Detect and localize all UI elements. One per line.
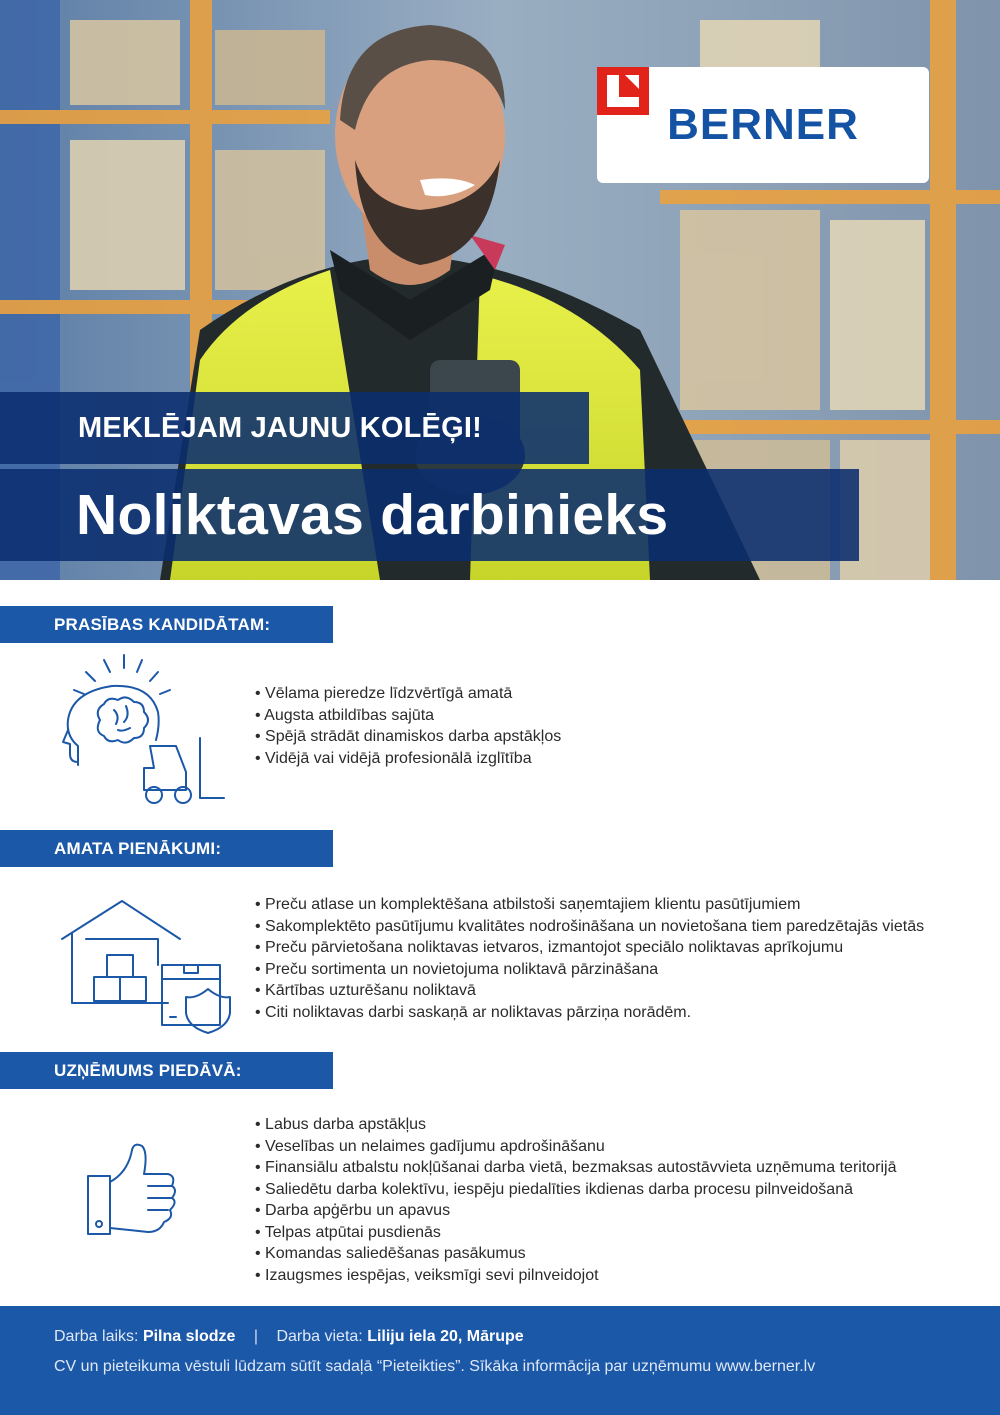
offer-list [255,1114,897,1286]
list-item: • Spējā strādāt dinamiskos darba apstākļos [255,726,561,748]
berner-logo [597,67,929,183]
headline-big-banner [0,469,859,561]
list-item: • Komandas saliedēšanas pasākumus [255,1243,897,1265]
list-item: • Darba apģērbu un apavus [255,1200,897,1222]
place-label: Darba vieta: [276,1328,363,1345]
list-item: • Finansiālu atbalstu nokļūšanai darba vietā, bezmaksas autostāvvieta uzņēmuma teritorijā [255,1157,897,1179]
section-header-duties [0,830,333,867]
list-item: • Kārtības uzturēšanu noliktavā [255,980,924,1002]
list-item: • Izaugsmes iespējas, veiksmīgi sevi pilnveidojot [255,1265,897,1287]
brain-forklift-icon [60,650,235,810]
requirements-list [255,683,561,769]
footer [0,1306,1000,1415]
application-note: CV un pieteikuma vēstuli lūdzam sūtīt sadaļā “Pieteikties”. Sīkāka informācija par uzņēmumu www.berner.lv [54,1358,816,1375]
section-title: AMATA PIENĀKUMI: [54,838,222,858]
list-item: • Preču atlase un komplektēšana atbilstoši saņemtajiem klientu pasūtījumiem [255,894,924,916]
duties-list [255,894,924,1023]
list-item: • Preču sortimenta un novietojuma noliktavā pārzināšana [255,959,924,981]
list-item: • Saliedētu darba kolektīvu, iespēju piedalīties ikdienas darba procesu pilnveidošanā [255,1179,897,1201]
section-header-requirements [0,606,333,643]
list-item: • Sakomplektēto pasūtījumu kvalitātes nodrošināšana un novietošana tiem paredzētajās vietās [255,916,924,938]
brand-name: BERNER [667,100,859,149]
list-item: • Augsta atbildības sajūta [255,705,561,727]
hero-photo [0,0,1000,580]
section-header-offer [0,1052,333,1089]
berner-logo-mark-icon [597,67,649,115]
job-details [54,1328,524,1346]
hours-label: Darba laiks: [54,1328,139,1345]
list-item: • Vēlama pieredze līdzvērtīgā amatā [255,683,561,705]
section-title: UZŅĒMUMS PIEDĀVĀ: [54,1060,242,1080]
section-title: PRASĪBAS KANDIDĀTAM: [54,614,271,634]
place-value: Liliju iela 20, Mārupe [367,1328,524,1345]
job-title: Noliktavas darbinieks [76,483,669,547]
warehouse-icon [58,895,243,1035]
hours-value: Pilna slodze [142,1328,236,1345]
headline-small: MEKLĒJAM JAUNU KOLĒĢI! [78,411,482,444]
list-item: • Veselības un nelaimes gadījumu apdrošināšanu [255,1136,897,1158]
list-item: • Preču pārvietošana noliktavas ietvaros, izmantojot speciālo noliktavas aprīkojumu [255,937,924,959]
list-item: • Telpas atpūtai pusdienās [255,1222,897,1244]
list-item: • Citi noliktavas darbi saskaņā ar noliktavas pārziņa norādēm. [255,1002,924,1024]
list-item: • Vidējā vai vidējā profesionālā izglītība [255,748,561,770]
list-item: • Labus darba apstākļus [255,1114,897,1136]
separator: | [253,1328,259,1345]
headline-small-banner [0,392,589,464]
thumbs-up-icon [84,1140,184,1240]
